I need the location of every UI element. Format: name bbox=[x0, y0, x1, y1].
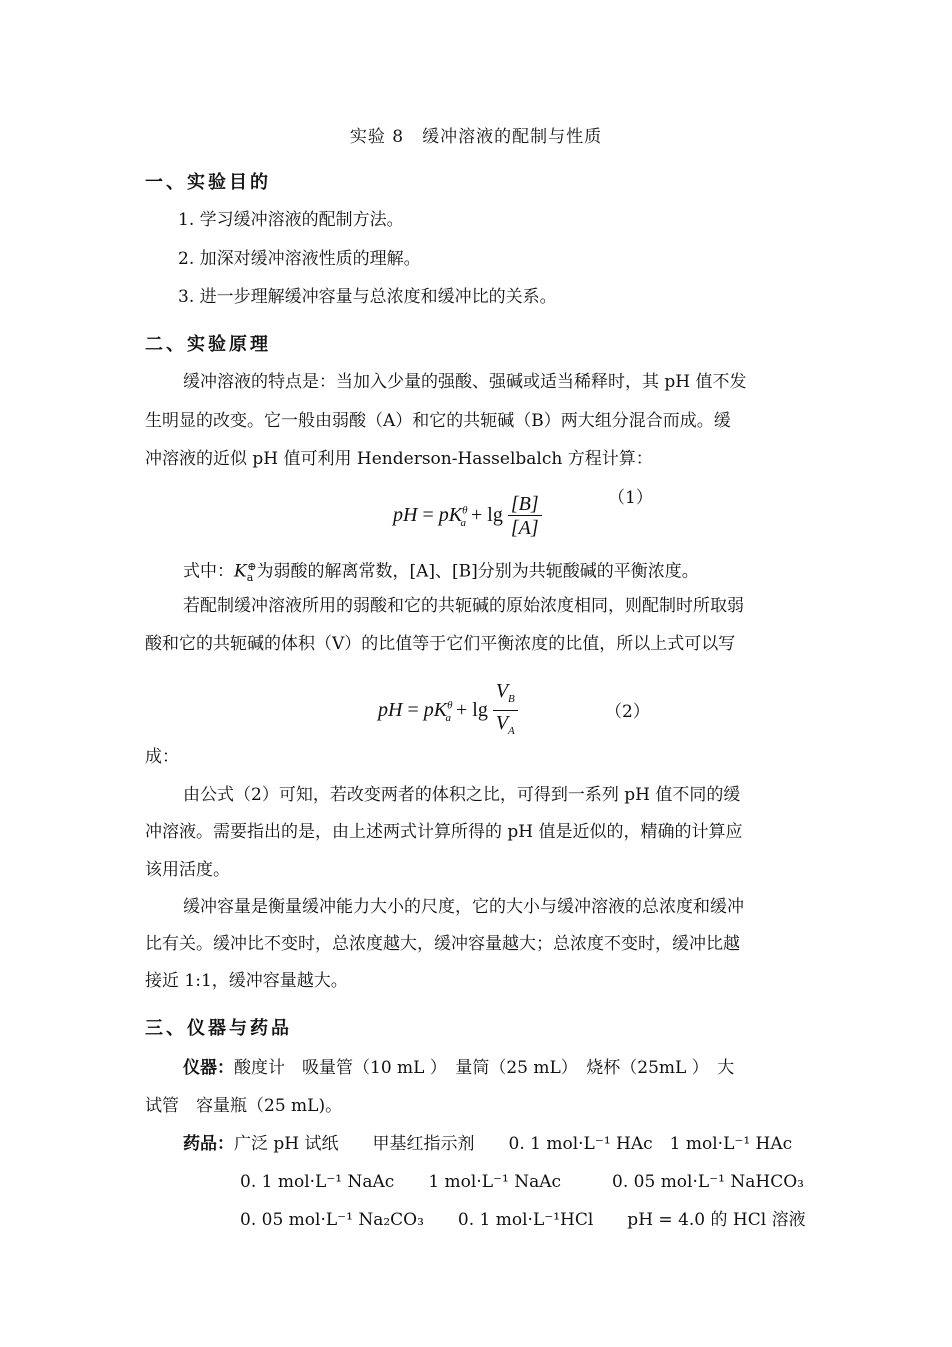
equation-number: （2） bbox=[605, 702, 650, 722]
note-prefix: 式中： bbox=[183, 561, 234, 582]
instruments-line bbox=[183, 1056, 805, 1080]
eq2-num-sub: B bbox=[508, 693, 515, 705]
reagents-label: 药品： bbox=[183, 1134, 234, 1154]
eq2-num-v: V bbox=[495, 680, 509, 702]
eq2-sup: θ bbox=[447, 699, 453, 712]
eq2-equals: = bbox=[407, 699, 419, 722]
eq2-fraction bbox=[493, 680, 518, 743]
instruments-label: 仪器： bbox=[183, 1058, 234, 1078]
paragraph-line: 若配制缓冲溶液所用的弱酸和它的共轭碱的原始浓度相同，则配制时所取弱 bbox=[183, 596, 744, 616]
equation-number: （1） bbox=[608, 488, 653, 508]
eq-pk: pK bbox=[438, 504, 463, 527]
eq2-lhs: pH bbox=[378, 699, 403, 722]
reagents-line-3: 0. 05 mol·L⁻¹ Na₂CO₃ 0. 1 mol·L⁻¹HCl pH = 4.0 的 HCl 溶液 bbox=[240, 1210, 806, 1230]
paragraph-line: 由公式（2）可知，若改变两者的体积之比，可得到一系列 pH 值不同的缓 bbox=[183, 785, 741, 805]
paragraph-line: 成： bbox=[145, 747, 179, 767]
eq-sup: θ bbox=[462, 504, 468, 517]
reagents-line bbox=[183, 1132, 805, 1156]
section-heading-materials: 三、仪器与药品 bbox=[145, 1018, 292, 1039]
list-item: 2. 加深对缓冲溶液性质的理解。 bbox=[178, 249, 421, 269]
eq-denominator: [A] bbox=[510, 517, 539, 539]
paragraph-line: 该用活度。 bbox=[145, 860, 230, 880]
eq2-den-v: V bbox=[495, 712, 509, 734]
instruments-text: 酸度计 吸量管（10 mL ） 量筒（25 mL） 烧杯（25mL ） 大 bbox=[234, 1058, 735, 1078]
note-k: K bbox=[234, 561, 247, 582]
paragraph-line: 酸和它的共轭碱的体积（V）的比值等于它们平衡浓度的比值，所以上式可以写 bbox=[145, 634, 736, 654]
note-ksup: ⊕ bbox=[247, 560, 257, 573]
instruments-line-2: 试管 容量瓶（25 mL)。 bbox=[145, 1096, 343, 1116]
note-rest: 为弱酸的解离常数，[A]、[B]分别为共轭酸碱的平衡浓度。 bbox=[256, 561, 699, 582]
eq-numerator: [B] bbox=[508, 493, 542, 516]
eq-lhs: pH bbox=[393, 504, 418, 527]
paragraph-line: 比有关。缓冲比不变时，总浓度越大，缓冲容量越大；总浓度不变时，缓冲比越 bbox=[145, 934, 740, 954]
eq2-den-sub: A bbox=[508, 725, 515, 737]
paragraph-line: 冲溶液的近似 pH 值可利用 Henderson-Hasselbalch 方程计算： bbox=[145, 449, 653, 469]
eq2-numerator bbox=[493, 680, 518, 711]
equation-note bbox=[183, 555, 848, 590]
paragraph-line: 缓冲容量是衡量缓冲能力大小的尺度，它的大小与缓冲溶液的总浓度和缓冲 bbox=[183, 897, 744, 917]
eq2-denominator bbox=[493, 711, 518, 743]
paragraph-line: 接近 1:1，缓冲容量越大。 bbox=[145, 971, 348, 991]
list-item: 3. 进一步理解缓冲容量与总浓度和缓冲比的关系。 bbox=[178, 287, 557, 307]
page-title: 实验 8 缓冲溶液的配制与性质 bbox=[349, 127, 603, 147]
eq-fraction bbox=[508, 493, 542, 540]
list-item: 1. 学习缓冲溶液的配制方法。 bbox=[178, 210, 404, 230]
reagents-line-2: 0. 1 mol·L⁻¹ NaAc 1 mol·L⁻¹ NaAc 0. 05 mol·L⁻¹ NaHCO₃ bbox=[240, 1172, 804, 1192]
reagents-text: 广泛 pH 试纸 甲基红指示剂 0. 1 mol·L⁻¹ HAc 1 mol·L⁻¹ HAc bbox=[234, 1134, 793, 1154]
equation-1 bbox=[393, 493, 542, 540]
eq-sub: a bbox=[460, 517, 466, 530]
eq-equals: = bbox=[422, 504, 434, 527]
paragraph-line: 生明显的改变。它一般由弱酸（A）和它的共轭碱（B）两大组分混合而成。缓 bbox=[145, 411, 731, 431]
section-heading-principle: 二、实验原理 bbox=[145, 334, 271, 355]
paragraph-line: 冲溶液。需要指出的是，由上述两式计算所得的 pH 值是近似的，精确的计算应 bbox=[145, 822, 743, 842]
eq2-pk: pK bbox=[423, 699, 448, 722]
equation-2 bbox=[378, 680, 518, 743]
note-ksub: a bbox=[246, 571, 254, 585]
section-heading-objectives: 一、实验目的 bbox=[145, 172, 271, 193]
paragraph-line: 缓冲溶液的特点是：当加入少量的强酸、强碱或适当稀释时，其 pH 值不发 bbox=[183, 372, 747, 392]
eq-plus-lg: + lg bbox=[470, 504, 503, 527]
eq2-plus-lg: + lg bbox=[455, 699, 488, 722]
eq2-sub: a bbox=[445, 712, 451, 725]
